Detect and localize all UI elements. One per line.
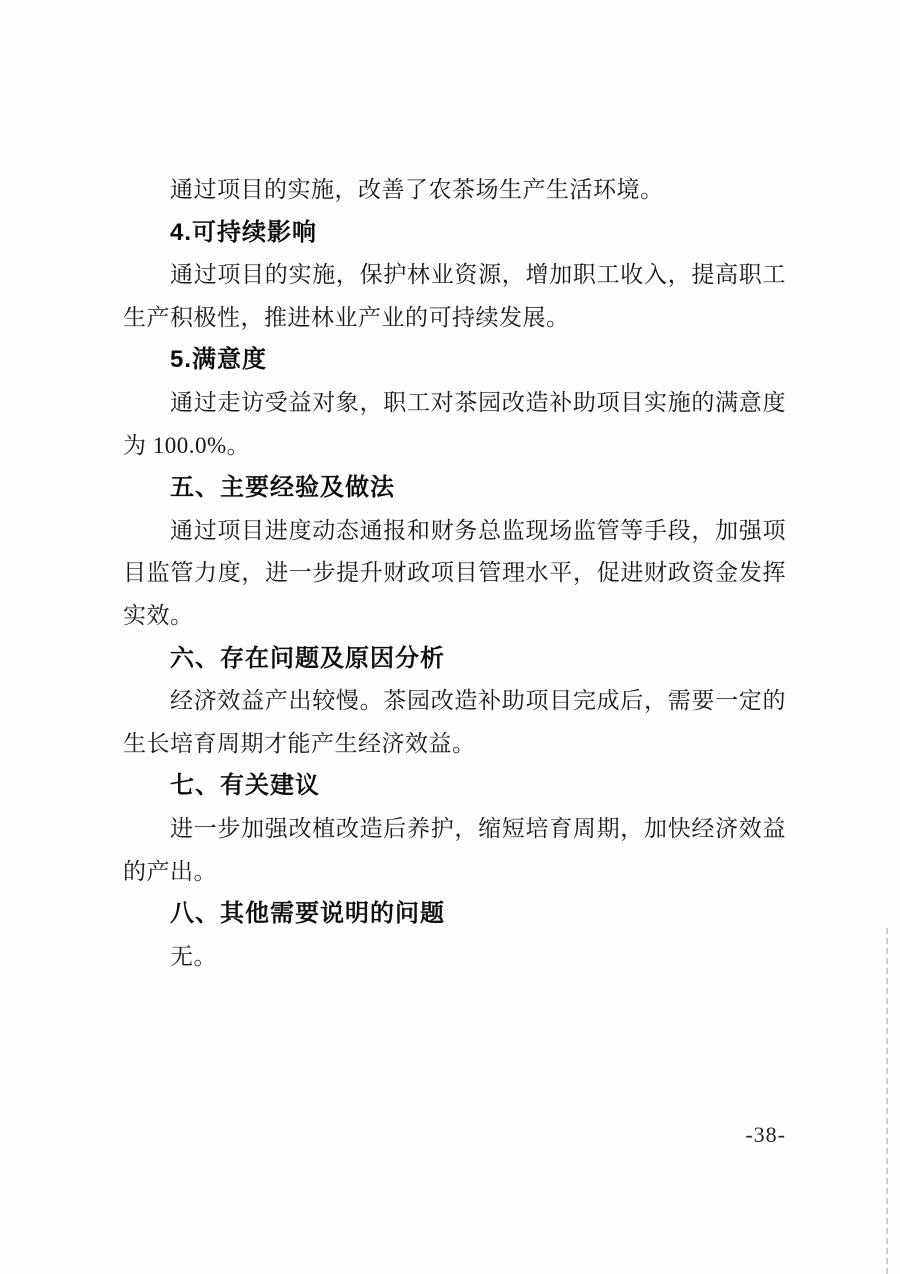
paragraph-line: 通过走访受益对象，职工对茶园改造补助项目实施的满意度 (170, 389, 786, 415)
section-heading: 5.满意度 (170, 346, 268, 374)
section-heading: 七、有关建议 (170, 772, 320, 800)
paragraph-line: 通过项目进度动态通报和财务总监现场监管等手段，加强项 (170, 517, 786, 543)
page-number: -38- (745, 1122, 786, 1147)
document-body (123, 169, 786, 978)
section-heading: 八、其他需要说明的问题 (170, 900, 445, 928)
paragraph-line: 实效。 (123, 602, 194, 628)
paragraph-line: 为 100.0%。 (123, 432, 251, 458)
paragraph-line: 通过项目的实施，保护林业资源，增加职工收入，提高职工 (170, 262, 786, 288)
paragraph-line: 进一步加强改植改造后养护，缩短培育周期，加快经济效益 (170, 815, 786, 841)
scan-artifact-dashed-line (886, 928, 888, 1274)
section-heading: 五、主要经验及做法 (170, 474, 395, 502)
paragraph-line: 目监管力度，进一步提升财政项目管理水平，促进财政资金发挥 (123, 560, 786, 586)
paragraph-line: 经济效益产出较慢。茶园改造补助项目完成后，需要一定的 (170, 688, 786, 714)
paragraph-line: 生产积极性，推进林业产业的可持续发展。 (123, 304, 570, 330)
paragraph-line: 无。 (170, 943, 217, 969)
section-heading: 六、存在问题及原因分析 (170, 644, 445, 672)
paragraph-line: 生长培育周期才能产生经济效益。 (123, 730, 476, 756)
section-heading: 4.可持续影响 (170, 218, 318, 246)
paragraph-line: 通过项目的实施，改善了农茶场生产生活环境。 (170, 177, 664, 202)
paragraph-line: 的产出。 (123, 858, 217, 884)
